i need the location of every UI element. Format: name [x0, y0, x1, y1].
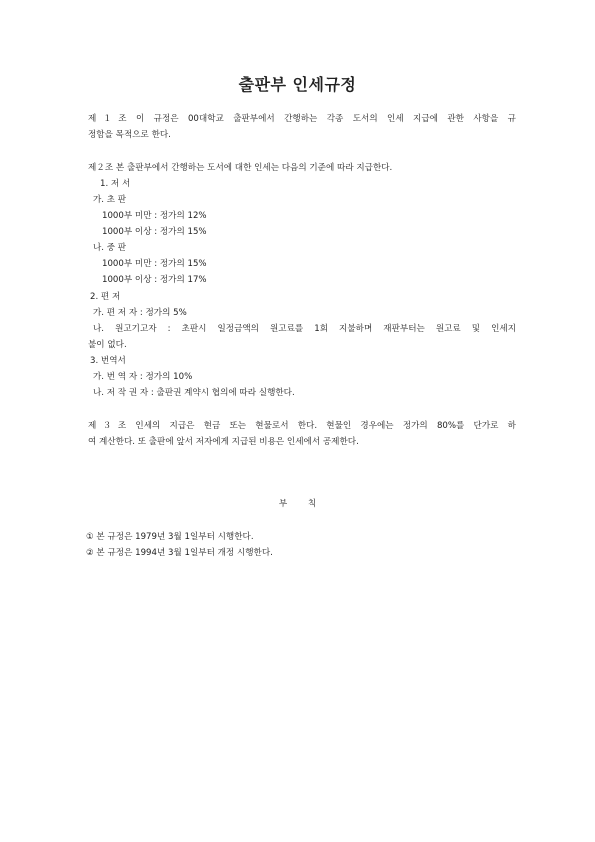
- article-2-section-1a: 가. 초 판: [93, 195, 127, 205]
- article-2-intro: 제２조 본 출판부에서 간행하는 도서에 대한 인세는 다음의 기준에 따라 지급한다.: [88, 163, 393, 173]
- supplementary-item-1: ① 본 규정은 1979년 3월 1일부터 시행한다.: [86, 532, 254, 542]
- article-2-section-1b-item-1: 1000부 미만 : 정가의 15%: [102, 259, 207, 269]
- article-1-line-2: 정함을 목적으로 한다.: [88, 130, 171, 140]
- article-2-section-1b: 나. 중 판: [93, 243, 127, 253]
- article-2-section-2b-line-2: 불이 없다.: [88, 340, 127, 350]
- article-3-line-1: 제３조 인세의 지급은 현금 또는 현물로서 한다. 현물인 경우에는 정가의 80%를 단가로 하: [88, 421, 516, 431]
- article-3-line-2: 여 계산한다. 또 출판에 앞서 저자에게 지급된 비용은 인세에서 공제한다.: [88, 437, 359, 447]
- article-2-section-1b-item-2: 1000부 이상 : 정가의 17%: [102, 275, 207, 285]
- supplementary-heading: 부 칙: [278, 499, 317, 509]
- article-2-section-1a-item-1: 1000부 미만 : 정가의 12%: [102, 211, 207, 221]
- article-2-section-2b-line-1: 나. 원고기고자 : 초판시 일정금액의 원고료를 1회 지불하며 재판부터는 원고료 및 인세지: [93, 324, 516, 334]
- article-2-section-3: 3. 번역서: [90, 356, 126, 366]
- article-2-section-1a-item-2: 1000부 이상 : 정가의 15%: [102, 227, 207, 237]
- document-title: 출판부 인세규정: [238, 75, 357, 94]
- article-2-section-2a: 가. 편 저 자 : 정가의 5%: [93, 308, 187, 318]
- article-2-section-3b: 나. 저 작 권 자 : 출판권 계약시 협의에 따라 실행한다.: [93, 388, 295, 398]
- article-1-line-1: 제１조 이 규정은 00대학교 출판부에서 간행하는 각종 도서의 인세 지급에 관한 사항을 규: [88, 114, 516, 124]
- article-2-section-1: 1. 저 서: [100, 179, 131, 189]
- article-2-section-2: 2. 편 저: [90, 292, 121, 302]
- article-2-section-3a: 가. 번 역 자 : 정가의 10%: [93, 372, 193, 382]
- supplementary-item-2: ② 본 규정은 1994년 3월 1일부터 개정 시행한다.: [86, 548, 273, 558]
